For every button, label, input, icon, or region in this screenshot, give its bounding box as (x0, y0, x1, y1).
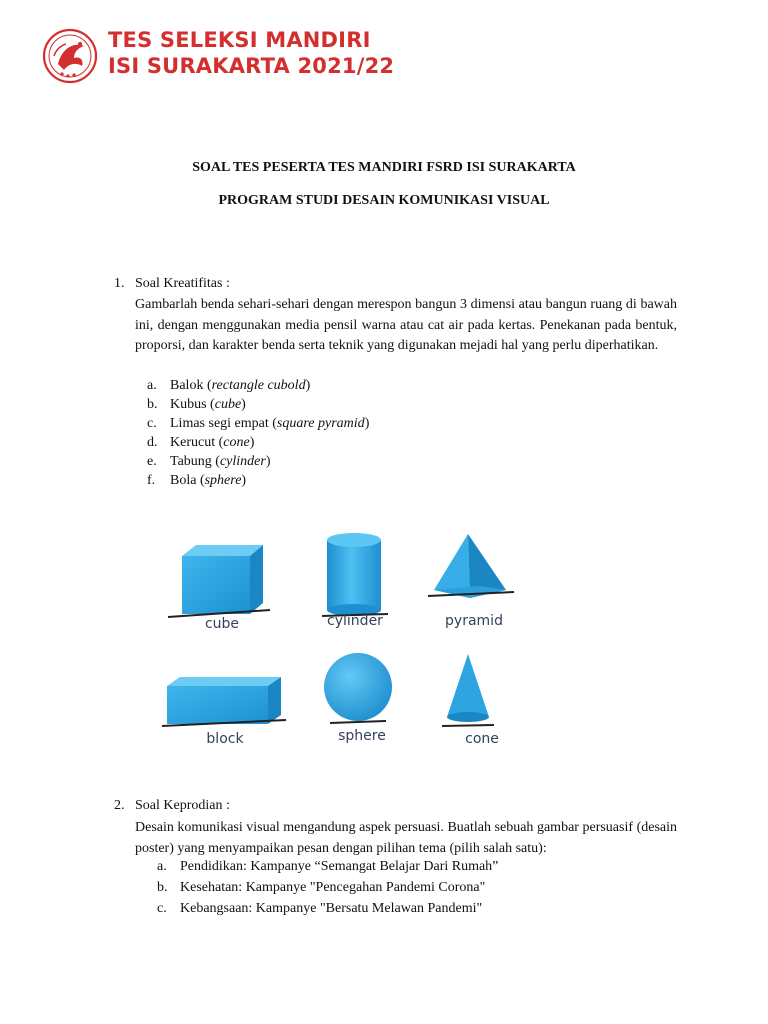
option-letter: c. (147, 416, 157, 431)
option-close: ) (364, 416, 370, 431)
cube-label: cube (204, 616, 240, 632)
option-term: cube (214, 397, 242, 412)
option-letter: e. (147, 454, 157, 469)
question-1-option (147, 473, 246, 489)
option-text: Limas segi empat ( (170, 416, 277, 431)
option-text: Bola ( (170, 473, 205, 488)
option-text: Kubus ( (170, 397, 215, 412)
question-2-heading: Soal Keprodian : (135, 798, 230, 813)
option-close: ) (249, 435, 255, 450)
sphere-shape (324, 653, 392, 723)
option-letter: d. (147, 435, 158, 450)
sphere-label: sphere (338, 728, 386, 744)
question-1-option (147, 416, 369, 432)
header (40, 24, 460, 88)
option-letter: a. (157, 859, 167, 874)
isi-surakarta-logo-icon (40, 26, 100, 86)
option-close: ) (305, 378, 311, 393)
option-term: cone (223, 435, 250, 450)
header-title-line-1: TES SELEKSI MANDIRI (108, 28, 371, 52)
option-text: Tabung ( (170, 454, 220, 469)
pyramid-label: pyramid (445, 613, 503, 629)
option-letter: f. (147, 473, 156, 488)
option-term: rectangle cubold (211, 378, 306, 393)
question-1-option (147, 397, 246, 413)
question-1-option (147, 454, 271, 470)
question-1-heading: Soal Kreatifitas : (135, 276, 230, 291)
question-2-option (157, 901, 482, 917)
option-close: ) (265, 454, 271, 469)
option-term: cylinder (219, 454, 266, 469)
option-term: sphere (204, 473, 242, 488)
question-1-option (147, 435, 254, 451)
question-2-option (157, 880, 485, 896)
question-1-body: Gambarlah benda sehari-sehari dengan merespon bangun 3 dimensi atau bangun ruang di bawah ini, dengan menggunakan media pensil warna atau cat air pada kertas. Penekanan pada bentuk, proporsi, dan karakter benda serta teknik yang digunakan mejadi hal yang perlu diperhatikan. (135, 297, 677, 353)
option-text: Kesehatan: Kampanye "Pencegahan Pandemi Corona" (180, 880, 486, 895)
question-2-number: 2. (114, 798, 125, 813)
block-label: block (206, 731, 244, 747)
pyramid-shape (428, 534, 514, 598)
3d-shapes-illustration (150, 520, 530, 760)
block-shape (162, 677, 286, 726)
question-2-body: Desain komunikasi visual mengandung aspek persuasi. Buatlah sebuah gambar persuasif (desain poster) yang menyampaikan pesan dengan pilihan tema (pilih salah satu): (135, 820, 677, 856)
option-text: Kebangsaan: Kampanye "Bersatu Melawan Pandemi" (180, 901, 483, 916)
option-letter: c. (157, 901, 167, 916)
document-title: SOAL TES PESERTA TES MANDIRI FSRD ISI SURAKARTA (192, 160, 576, 175)
document-subtitle: PROGRAM STUDI DESAIN KOMUNIKASI VISUAL (218, 193, 550, 208)
option-letter: b. (147, 397, 158, 412)
header-title-line-2: ISI SURAKARTA 2021/22 (108, 54, 395, 78)
option-text: Kerucut ( (170, 435, 224, 450)
question-1-option (147, 378, 310, 394)
option-term: square pyramid (276, 416, 365, 431)
option-text: Balok ( (170, 378, 212, 393)
cone-label: cone (465, 731, 499, 747)
option-letter: b. (157, 880, 168, 895)
option-text: Pendidikan: Kampanye “Semangat Belajar Dari Rumah” (180, 859, 499, 874)
option-close: ) (241, 473, 247, 488)
cylinder-shape (322, 533, 388, 616)
question-2-option (157, 859, 498, 875)
cube-shape (168, 545, 270, 617)
option-close: ) (241, 397, 246, 412)
question-1-number: 1. (114, 276, 125, 291)
option-letter: a. (147, 378, 157, 393)
cylinder-label: cylinder (327, 613, 383, 629)
cone-shape (442, 654, 494, 726)
